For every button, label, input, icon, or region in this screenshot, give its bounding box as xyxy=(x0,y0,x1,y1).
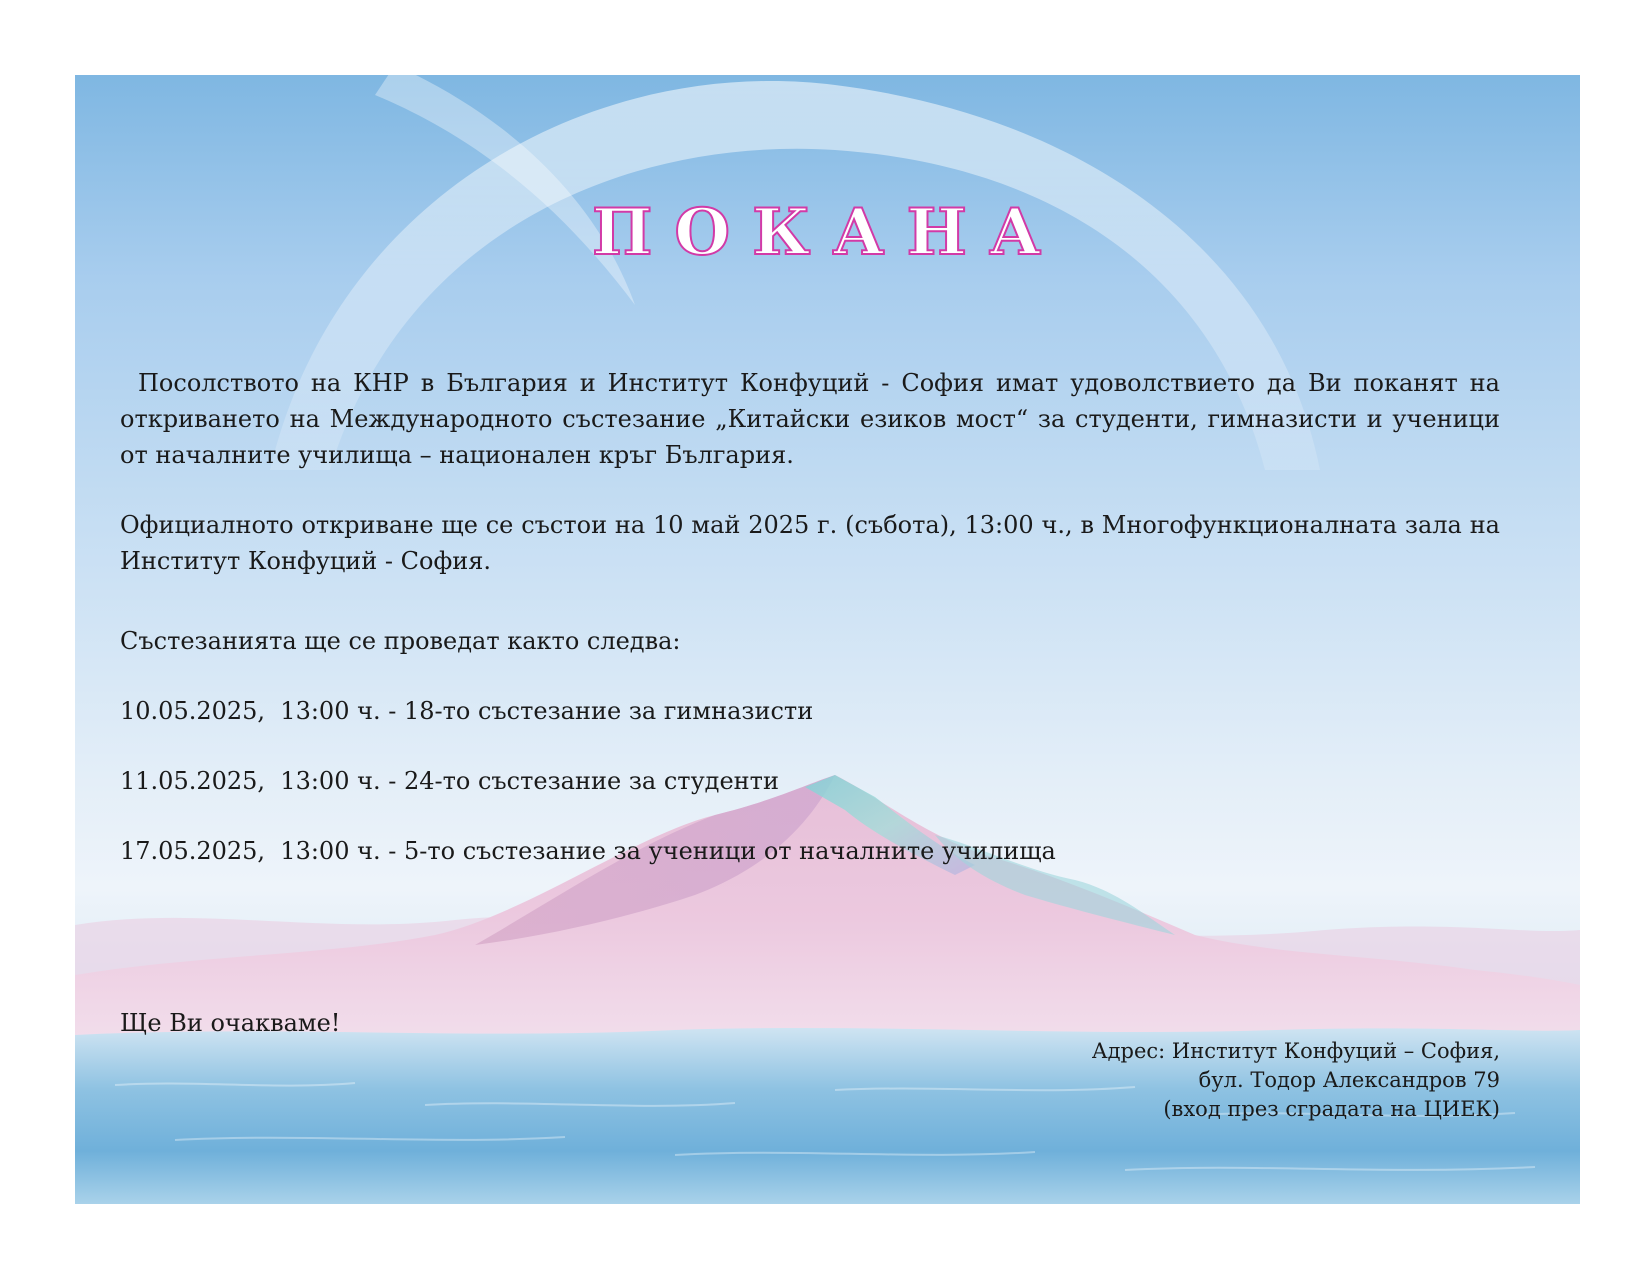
address-line: (вход през сградата на ЦИЕК) xyxy=(1163,1097,1500,1121)
intro-paragraph: Посолството на КНР в България и Институт Конфуций - София имат удоволствието да Ви поканят на откриването на Международното състезание „Китайски езиков мост“ за студенти, гимназисти и ученици от началните училища – национален кръг България. xyxy=(120,369,1500,469)
address-block xyxy=(1092,1037,1500,1124)
schedule-item: 17.05.2025, 13:00 ч. - 5-то състезание за ученици от началните училища xyxy=(120,837,1056,865)
invitation-title: ПОКАНА xyxy=(591,195,1064,270)
invitation-card xyxy=(75,75,1580,1204)
address-line: Адрес: Институт Конфуций – София, xyxy=(1091,1039,1500,1063)
schedule-item: 11.05.2025, 13:00 ч. - 24-то състезание за студенти xyxy=(120,767,779,795)
address-line: бул. Тодор Александров 79 xyxy=(1198,1068,1500,1092)
schedule-item: 10.05.2025, 13:00 ч. - 18-то състезание за гимназисти xyxy=(120,697,814,725)
closing-line: Ще Ви очакваме! xyxy=(120,1009,341,1037)
schedule-intro: Състезанията ще се проведат както следва: xyxy=(120,627,681,655)
opening-paragraph: Официалното откриване ще се състои на 10 май 2025 г. (събота), 13:00 ч., в Многофункционалната зала на Институт Конфуций - София. xyxy=(120,511,1500,575)
